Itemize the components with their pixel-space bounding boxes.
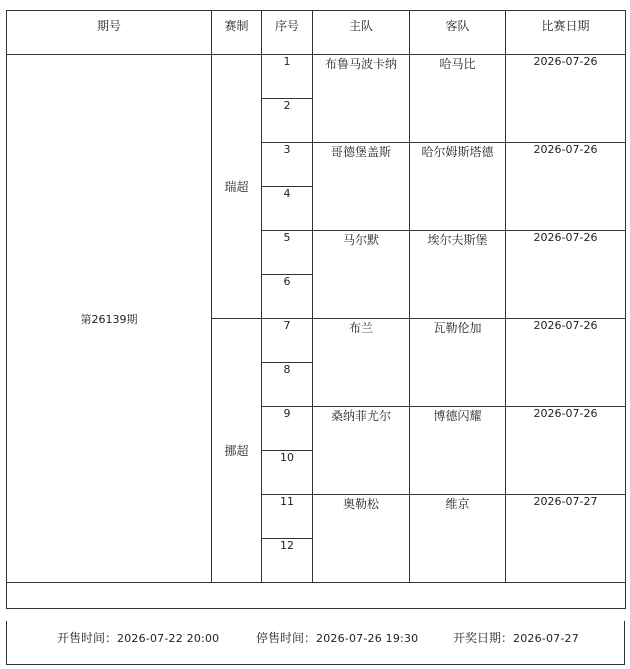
home-team-cell: 奥勒松	[313, 495, 410, 583]
league-cell: 瑞超	[212, 55, 262, 319]
seq-cell: 12	[262, 539, 313, 583]
sale-info-footer	[6, 621, 625, 665]
issue-cell: 第26139期	[7, 55, 212, 583]
match-date-cell: 2026-07-26	[506, 55, 626, 143]
draw-date-value: 2026-07-27	[513, 632, 579, 645]
sale-open-label: 开售时间：	[57, 631, 118, 645]
sale-open-info	[57, 629, 219, 646]
seq-cell: 3	[262, 143, 313, 187]
away-team-cell: 哈尔姆斯塔德	[410, 143, 506, 231]
home-team-cell: 桑纳菲尤尔	[313, 407, 410, 495]
seq-cell: 6	[262, 275, 313, 319]
header-league: 赛制	[212, 11, 262, 55]
seq-cell: 11	[262, 495, 313, 539]
blank-row	[7, 583, 626, 609]
sale-close-label: 停售时间：	[256, 631, 317, 645]
home-team-cell: 马尔默	[313, 231, 410, 319]
match-date-cell: 2026-07-26	[506, 407, 626, 495]
sale-close-info	[256, 629, 418, 646]
header-home: 主队	[313, 11, 410, 55]
match-date-cell: 2026-07-27	[506, 495, 626, 583]
sale-close-value: 2026-07-26 19:30	[316, 632, 419, 645]
seq-cell: 4	[262, 187, 313, 231]
seq-cell: 9	[262, 407, 313, 451]
match-date-cell: 2026-07-26	[506, 143, 626, 231]
match-date-cell: 2026-07-26	[506, 319, 626, 407]
draw-date-info	[453, 629, 579, 646]
away-team-cell: 博德闪耀	[410, 407, 506, 495]
away-team-cell: 维京	[410, 495, 506, 583]
match-date-cell: 2026-07-26	[506, 231, 626, 319]
header-issue: 期号	[7, 11, 212, 55]
draw-date-label: 开奖日期：	[453, 631, 514, 645]
home-team-cell: 布兰	[313, 319, 410, 407]
seq-cell: 2	[262, 99, 313, 143]
header-seq: 序号	[262, 11, 313, 55]
home-team-cell: 哥德堡盖斯	[313, 143, 410, 231]
away-team-cell: 埃尔夫斯堡	[410, 231, 506, 319]
header-date: 比赛日期	[506, 11, 626, 55]
seq-cell: 1	[262, 55, 313, 99]
league-cell: 挪超	[212, 319, 262, 583]
table-row	[7, 55, 626, 99]
header-away: 客队	[410, 11, 506, 55]
blank-cell	[7, 583, 626, 609]
match-schedule-table	[6, 10, 626, 609]
home-team-cell: 布鲁马波卡纳	[313, 55, 410, 143]
table-header-row	[7, 11, 626, 55]
seq-cell: 8	[262, 363, 313, 407]
seq-cell: 10	[262, 451, 313, 495]
seq-cell: 5	[262, 231, 313, 275]
sale-open-value: 2026-07-22 20:00	[117, 632, 220, 645]
away-team-cell: 哈马比	[410, 55, 506, 143]
seq-cell: 7	[262, 319, 313, 363]
away-team-cell: 瓦勒伦加	[410, 319, 506, 407]
